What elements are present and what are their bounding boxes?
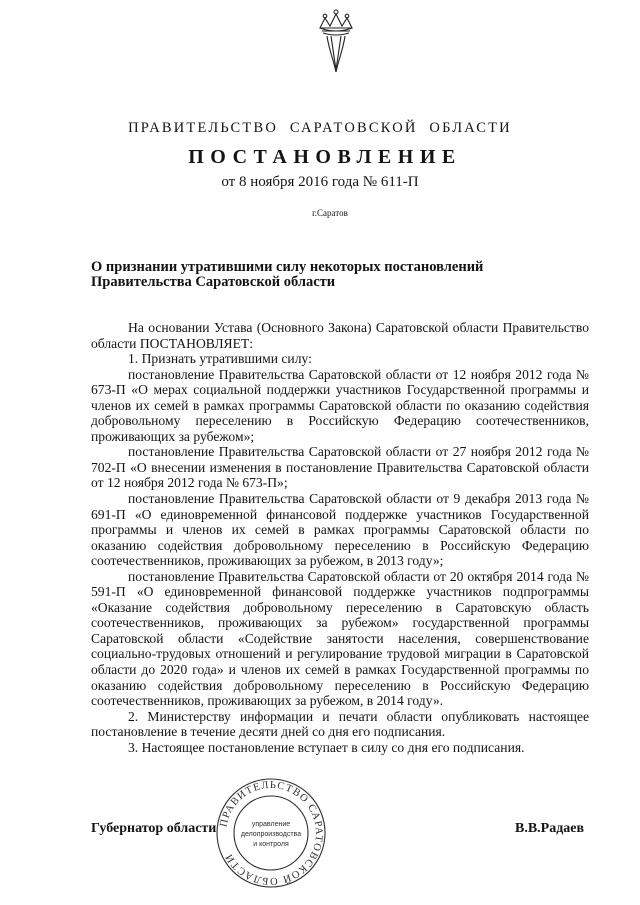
signatory-position: Губернатор области (91, 821, 217, 836)
stamp-outer-text: ПРАВИТЕЛЬСТВО САРАТОВСКОЙ ОБЛАСТИ (218, 779, 325, 887)
body-paragraph: постановление Правительства Саратовской области от 20 октября 2014 года № 591-П «О единовременной финансовой поддержке участников подпрограммы «Оказание содействия добровольному переселению в Саратовскую область соотечественников, проживающих за рубежом» государственной программы Саратовской области «Содействие занятости населения, совершенствование социально-трудовых отношений и регулирование трудовой миграции в Саратовской области до 2020 года» и членов их семей в рамках Государственной программы по оказанию содействия добровольному переселению в Российскую Федерацию соотечественников, проживающих за рубежом, в 2014 году». (91, 568, 589, 709)
body-paragraph: постановление Правительства Саратовской области от 9 декабря 2013 года № 691-П «О единовременной финансовой поддержке участников Государственной программы и членов их семей в рамках программы Саратовской области по оказанию содействия добровольному переселению в Российскую Федерацию соотечественников, проживающих за рубежом, в 2013 году»; (91, 491, 589, 569)
official-stamp-icon (214, 776, 328, 890)
body-paragraph: 1. Признать утратившими силу: (128, 351, 312, 367)
body-paragraph: 3. Настоящее постановление вступает в силу со дня его подписания. (128, 739, 525, 755)
body-paragraph: постановление Правительства Саратовской области от 27 ноября 2012 года № 702-П «О внесении изменения в постановление Правительства Саратовской области от 12 ноября 2012 года № 673-П»; (91, 444, 589, 491)
stamp-line-2: делопроизводства (240, 831, 302, 838)
subject-line-1: О признании утратившими силу некоторых постановлений (91, 259, 484, 275)
document-type: ПОСТАНОВЛЕНИЕ (188, 146, 462, 168)
stamp-line-1: управление (251, 821, 291, 828)
signatory-name: В.В.Радаев (515, 821, 585, 836)
document-subject (91, 260, 521, 290)
stamp-line-3: и контроля (253, 841, 289, 848)
document-body (91, 320, 589, 755)
crown-emblem-icon (313, 6, 359, 74)
organization-title: ПРАВИТЕЛЬСТВО САРАТОВСКОЙ ОБЛАСТИ (128, 120, 512, 136)
subject-line-2: Правительства Саратовской области (91, 274, 336, 290)
document-date-number: от 8 ноября 2016 года № 611-П (221, 174, 419, 190)
city: г.Саратов (312, 208, 348, 218)
body-paragraph: постановление Правительства Саратовской области от 12 ноября 2012 года № 673-П «О мерах социальной поддержки участников Государственной программы и членов их семей в рамках программы Саратовской области по оказанию содействия добровольному переселению в Российскую Федерацию соотечественников, проживающих за рубежом»; (91, 366, 589, 444)
body-paragraph: 2. Министерству информации и печати области опубликовать настоящее постановление в течение десяти дней со дня его подписания. (91, 708, 589, 740)
body-paragraph: На основании Устава (Основного Закона) Саратовской области Правительство области ПОСТАНОВЛЯЕТ: (91, 320, 589, 351)
